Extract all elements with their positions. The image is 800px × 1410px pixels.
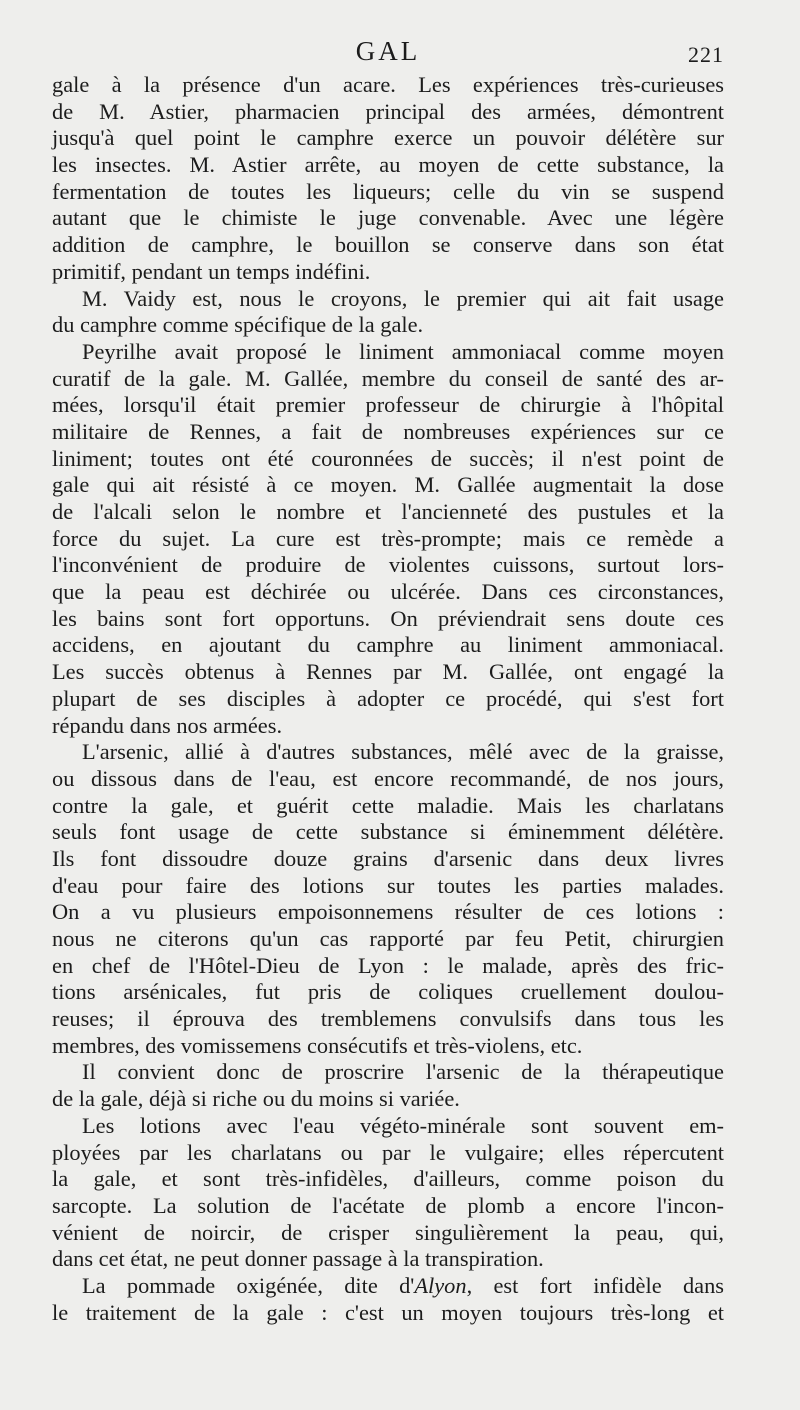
text-line: d'eau pour faire des lotions sur toutes les parties malades. [52,872,724,898]
text-line: la gale, et sont très-infidèles, d'ailleurs, comme poison du [52,1166,724,1192]
text-line: de la gale, déjà si riche ou du moins si variée. [52,1086,460,1112]
italic-name: Alyon [414,1272,467,1298]
text-line: les insectes. M. Astier arrête, au moyen de cette substance, la [52,152,724,178]
text-line: du camphre comme spécifique de la gale. [52,312,424,338]
text-fragment: La pommade oxigénée, dite d' [82,1272,415,1298]
text-line: que la peau est déchirée ou ulcérée. Dans ces circonstances, [52,579,724,605]
text-line: Les lotions avec l'eau végéto-minérale sont souvent em- [82,1112,724,1138]
text-line: reuses; il éprouva des tremblemens convulsifs dans tous les [52,1006,724,1032]
text-line: fermentation de toutes les liqueurs; celle du vin se suspend [52,178,724,204]
text-line: de l'alcali selon le nombre et l'ancienneté des pustules et la [52,499,724,524]
text-line: primitif, pendant un temps indéfini. [52,258,371,284]
text-line: On a vu plusieurs empoisonnemens résulter de ces lotions : [52,899,724,925]
page-number: 221 [688,42,724,67]
text-line: gale à la présence d'un acare. Les expériences très-curieuses [52,72,724,97]
text-line: gale qui ait résisté à ce moyen. M. Gallée augmentait la dose [52,472,724,498]
text-line: les bains sont fort opportuns. On préviendrait sens doute ces [52,605,724,631]
text-line [52,1273,724,1300]
text-line: plupart de ses disciples à adopter ce procédé, qui s'est fort [52,685,724,711]
text-line: en chef de l'Hôtel-Dieu de Lyon : le malade, après des fric- [52,952,724,978]
text-line: M. Vaidy est, nous le croyons, le premier qui ait fait usage [82,285,724,311]
page-header [52,36,724,72]
text-line: force du sujet. La cure est très-prompte; mais ce remède a [52,525,724,551]
text-fragment: , est fort infidèle dans [466,1272,724,1298]
text-line: répandu dans nos armées. [52,712,283,738]
text-line: mées, lorsqu'il était premier professeur de chirurgie à l'hôpital [52,392,724,418]
text-line: addition de camphre, le bouillon se conserve dans son état [52,232,724,258]
text-line: Les succès obtenus à Rennes par M. Gallée, ont engagé la [52,659,724,685]
text-line: membres, des vomissemens consécutifs et très-violens, etc. [52,1032,583,1058]
text-line: liniment; toutes ont été couronnées de succès; il n'est point de [52,445,724,471]
text-line: tions arsénicales, fut pris de coliques cruellement doulou- [52,979,724,1005]
text-line: contre la gale, et guérit cette maladie. Mais les charlatans [52,792,724,818]
text-line: L'arsenic, allié à d'autres substances, mêlé avec de la graisse, [82,739,724,765]
body-text [52,72,724,1326]
text-line: ployées par les charlatans ou par le vulgaire; elles répercutent [52,1139,724,1165]
text-line: accidens, en ajoutant du camphre au liniment ammoniacal. [52,632,724,658]
text-line: dans cet état, ne peut donner passage à la transpiration. [52,1246,544,1272]
text-line: l'inconvénient de produire de violentes cuissons, surtout lors- [52,552,724,578]
text-line: seuls font usage de cette substance si éminemment délétère. [52,819,724,845]
running-head: GAL [355,36,421,66]
text-line: le traitement de la gale : c'est un moyen toujours très-long et [52,1299,724,1325]
text-line: vénient de noircir, de crisper singulièrement la peau, qui, [52,1219,724,1245]
text-line: jusqu'à quel point le camphre exerce un pouvoir délétère sur [52,125,724,151]
text-line: nous ne citerons qu'un cas rapporté par feu Petit, chirurgien [52,926,724,951]
text-line: Il convient donc de proscrire l'arsenic de la thérapeutique [82,1059,724,1085]
text-line: ou dissous dans de l'eau, est encore recommandé, de nos jours, [52,765,724,791]
text-line: Peyrilhe avait proposé le liniment ammoniacal comme moyen [82,338,724,364]
text-line: militaire de Rennes, a fait de nombreuses expériences sur ce [52,418,724,444]
text-line: Ils font dissoudre douze grains d'arsenic dans deux livres [52,845,724,871]
text-line: de M. Astier, pharmacien principal des armées, démontrent [52,98,724,124]
text-line: sarcopte. La solution de l'acétate de plomb a encore l'incon- [52,1192,724,1218]
text-line: autant que le chimiste le juge convenable. Avec une légère [52,205,724,231]
text-line: curatif de la gale. M. Gallée, membre du conseil de santé des ar- [52,365,724,391]
